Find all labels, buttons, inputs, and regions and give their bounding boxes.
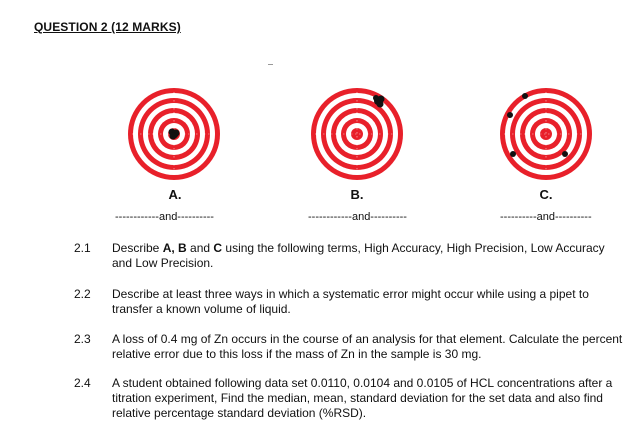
target-b-svg xyxy=(311,88,403,180)
item-number: 2.4 xyxy=(74,376,91,390)
stray-mark xyxy=(268,64,273,65)
item-text: A student obtained following data set 0.0110, 0.0104 and 0.0105 of HCL concentrations after a titration experiment, Find the median, mean, standard deviation for the set data and also find relative percentage standard deviation (%RSD). xyxy=(112,376,613,420)
shot xyxy=(373,95,379,101)
shot xyxy=(522,93,528,99)
target-a-image xyxy=(128,88,220,180)
target-c-image xyxy=(500,88,592,180)
target-ring xyxy=(540,128,552,140)
item-number: 2.1 xyxy=(74,241,91,255)
shot xyxy=(562,151,568,157)
target-c-svg xyxy=(500,88,592,180)
target-ring xyxy=(351,128,363,140)
shot xyxy=(170,133,177,140)
item-number: 2.3 xyxy=(74,332,91,346)
target-b-rings xyxy=(311,88,403,180)
item-number: 2.2 xyxy=(74,287,91,301)
item-text: Describe A, B and C using the following terms, High Accuracy, High Precision, Low Accuracy and Low Precision. xyxy=(112,241,605,270)
target-c-answer-blank: ----------and---------- xyxy=(500,211,592,223)
target-a-svg xyxy=(128,88,220,180)
target-a-label: A. xyxy=(168,187,182,202)
shot xyxy=(507,112,513,118)
target-a-answer-blank: ------------and---------- xyxy=(115,211,214,223)
item-text: A loss of 0.4 mg of Zn occurs in the course of an analysis for that element. Calculate the percent relative error due to this loss if the mass of Zn in the sample is 30 mg. xyxy=(112,332,623,361)
target-b-answer-blank: ------------and---------- xyxy=(308,211,407,223)
shot xyxy=(510,151,516,157)
target-c-rings xyxy=(500,88,592,180)
target-b-label: B. xyxy=(350,187,364,202)
target-b-image xyxy=(311,88,403,180)
target-c-label: C. xyxy=(539,187,553,202)
shot xyxy=(377,101,384,108)
item-text: Describe at least three ways in which a systematic error might occur while using a pipet to transfer a known volume of liquid. xyxy=(112,287,589,316)
question-title: QUESTION 2 (12 MARKS) xyxy=(34,20,181,34)
